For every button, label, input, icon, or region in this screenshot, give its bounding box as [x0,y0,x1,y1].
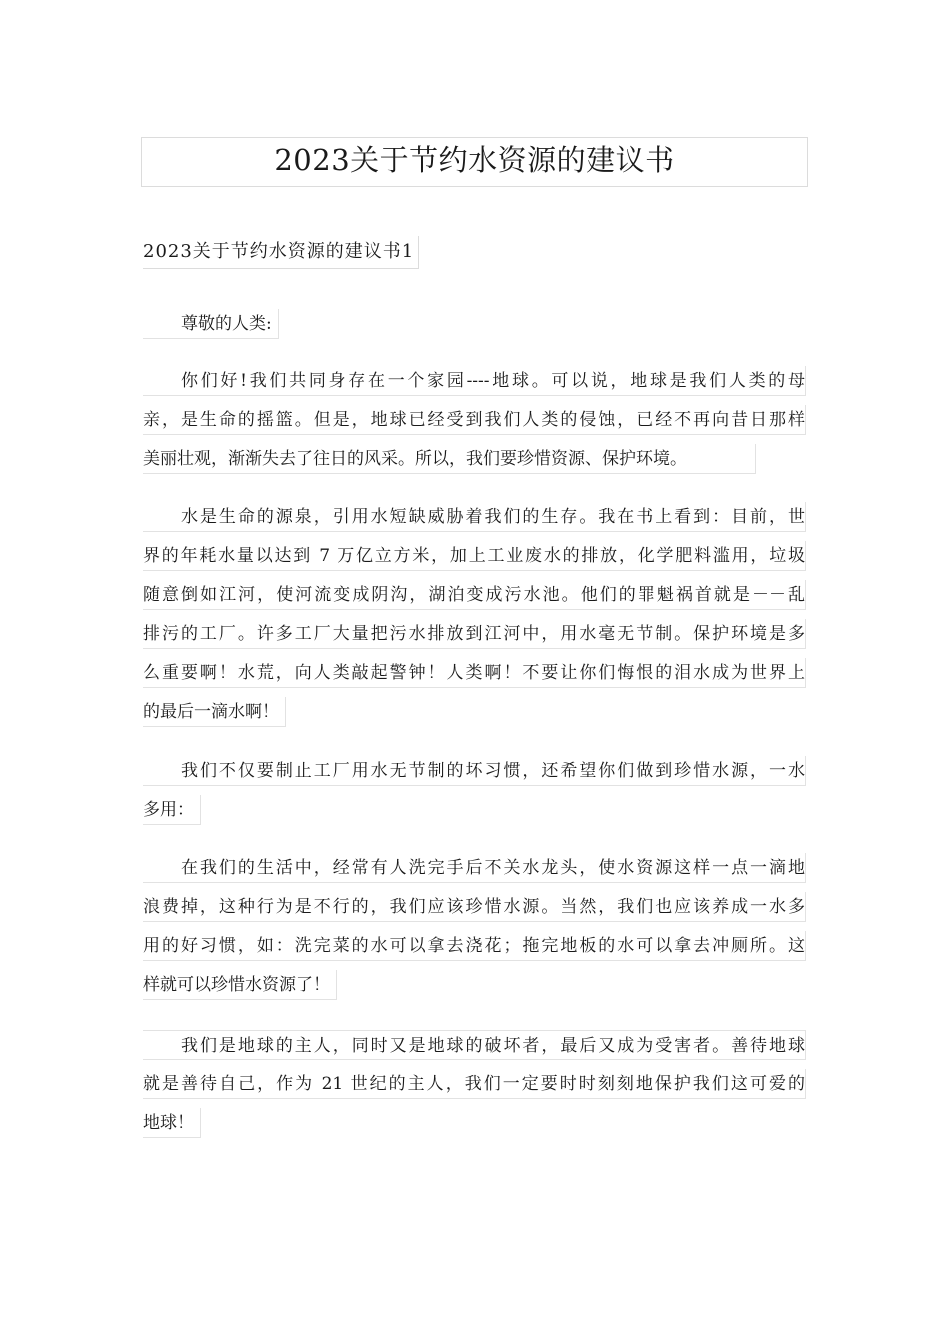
paragraph-line: 地球！ [143,1108,201,1138]
paragraph-line: 界的年耗水量以达到 7 万亿立方米，加上工业废水的排放，化学肥料滥用，垃圾 [143,541,806,571]
paragraph-line: 排污的工厂。许多工厂大量把污水排放到江河中，用水毫无节制。保护环境是多 [143,619,806,649]
section-heading: 2023关于节约水资源的建议书1 [143,236,419,269]
paragraph-line: 我们是地球的主人，同时又是地球的破坏者，最后又成为受害者。善待地球 [143,1030,806,1060]
paragraph-line: 水是生命的源泉，引用水短缺威胁着我们的生存。我在书上看到：目前，世 [143,502,806,532]
paragraph-line: 你们好!我们共同身存在一个家园----地球。可以说，地球是我们人类的母 [143,366,806,396]
paragraph-line: 多用： [143,795,201,825]
paragraph-line: 亲，是生命的摇篮。但是，地球已经受到我们人类的侵蚀，已经不再向昔日那样 [143,405,806,435]
paragraph-line: 美丽壮观，渐渐失去了往日的风采。所以，我们要珍惜资源、保护环境。 [143,444,756,474]
paragraph-line: 随意倒如江河，使河流变成阴沟，湖泊变成污水池。他们的罪魁祸首就是－－乱 [143,580,806,610]
paragraph-line: 就是善待自己，作为 21 世纪的主人，我们一定要时时刻刻地保护我们这可爱的 [143,1069,806,1099]
paragraph-line: 么重要啊！水荒，向人类敲起警钟！人类啊！不要让你们悔恨的泪水成为世界上 [143,658,806,688]
paragraph-line: 用的好习惯，如：洗完菜的水可以拿去浇花；拖完地板的水可以拿去冲厕所。这 [143,931,806,961]
document-title: 2023关于节约水资源的建议书 [141,137,808,187]
paragraph-line: 我们不仅要制止工厂用水无节制的坏习惯，还希望你们做到珍惜水源，一水 [143,756,806,786]
paragraph-line: 在我们的生活中，经常有人洗完手后不关水龙头，使水资源这样一点一滴地 [143,853,806,883]
paragraph-line: 的最后一滴水啊！ [143,697,286,727]
salutation: 尊敬的人类: [143,309,279,339]
paragraph-line: 浪费掉，这种行为是不行的，我们应该珍惜水源。当然，我们也应该养成一水多 [143,892,806,922]
paragraph-line: 样就可以珍惜水资源了！ [143,970,337,1000]
